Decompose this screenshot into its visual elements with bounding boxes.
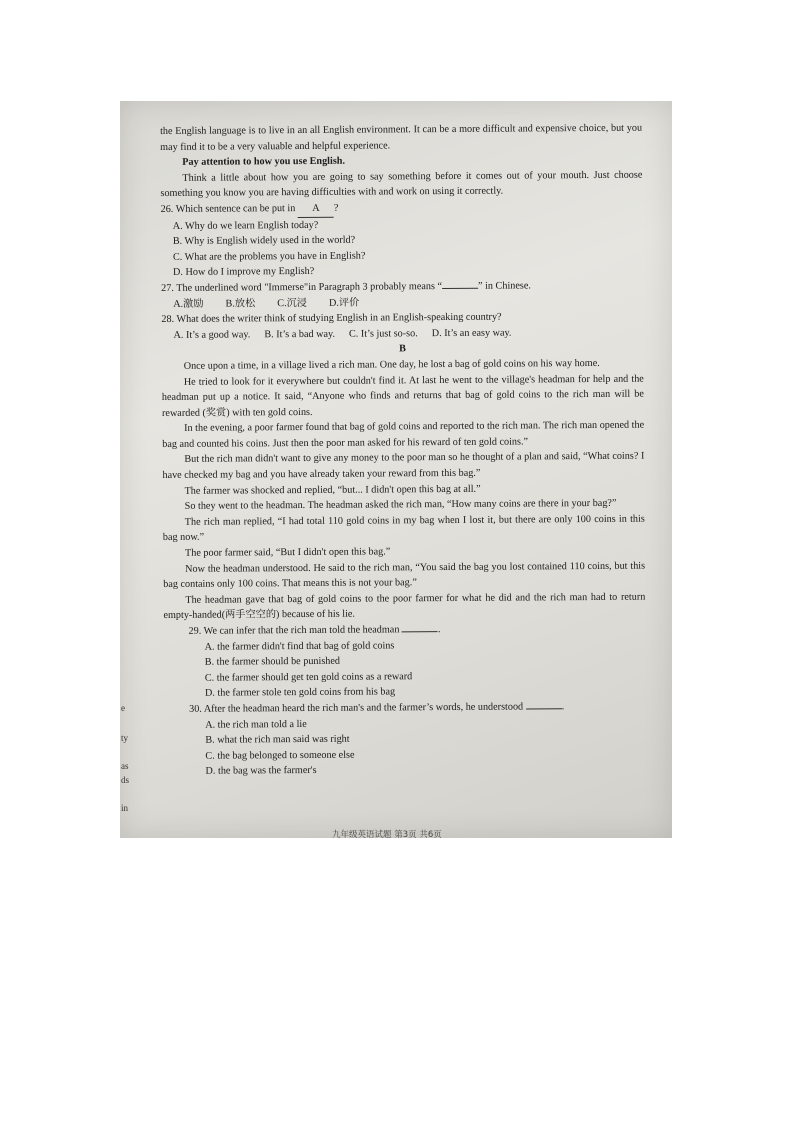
q27-stem: 27. The underlined word "Immerse"in Paragraph 3 probably means “ (161, 280, 443, 294)
story-paragraph: Now the headman understood. He said to the rich man, “You said the bag you lost contained 110 coins, but this bag contains only 100 coins. That means this is not your bag.” (163, 560, 646, 591)
q29-stem: 29. We can infer that the rich man told the headman (188, 624, 400, 637)
exam-page-photo (120, 101, 672, 838)
q30-stem: 30. After the headman heard the rich man's and the farmer’s words, he understood (189, 701, 524, 715)
story-paragraph: Once upon a time, in a village lived a rich man. One day, he lost a bag of gold coins on his way home. (183, 357, 600, 372)
q26-option-a: A. Why do we learn English today? (172, 219, 319, 232)
q29-option-a: A. the farmer didn't find that bag of gold coins (204, 639, 395, 653)
section-heading: Pay attention to how you use English. (182, 155, 346, 169)
q29-option-c: C. the farmer should get ten gold coins as a reward (204, 671, 413, 684)
q28-stem: 28. What does the writer think of studying English in an English-speaking country? (161, 311, 502, 326)
q30-option-b: B. what the rich man said was right (205, 733, 350, 746)
page-footer: 九年级英语试题 第3页 共6页 (332, 830, 442, 838)
section-b-label: B (399, 343, 407, 355)
q26-stem: 26. Which sentence can be put in (160, 203, 296, 215)
story-paragraph: The rich man replied, “I had total 110 gold coins in my bag when I lost it, but there are only 100 coins in this bag now.” (162, 513, 645, 544)
story-paragraph: The farmer was shocked and replied, “but... I didn't open this bag at all.” (184, 483, 481, 497)
q29-stem-end: . (437, 624, 441, 636)
q30-blank (526, 708, 562, 709)
story-paragraph: But the rich man didn't want to give any money to the poor man so he thought of a plan and said, “What coins? I have checked my bag and you have already taken your reward from this bag.” (162, 451, 645, 482)
q27-option-a: A.激励 (173, 298, 204, 310)
story-paragraph: The headman gave that bag of gold coins to the poor farmer for what he did and the rich man had to return empty-handed(两手空空的) because of his lie. (163, 591, 646, 622)
continued-paragraph: the English language is to live in an all English environment. It can be a more difficult and expensive choice, but you may find it to be a very valuable and helpful experience. (160, 122, 643, 153)
q26-option-b: B. Why is English widely used in the world? (172, 234, 356, 248)
q29-blank (402, 631, 438, 632)
q29-option-d: D. the farmer stole ten gold coins from his bag (204, 686, 396, 700)
lower-questions (163, 621, 646, 780)
q26-option-c: C. What are the problems you have in English? (172, 250, 366, 263)
exam-content (160, 121, 647, 780)
q30-option-a: A. the rich man told a lie (205, 718, 307, 731)
q30-option-d: D. the bag was the farmer's (205, 765, 317, 778)
story-paragraph: So they went to the headman. The headman asked the rich man, “How many coins are there in your bag?” (184, 498, 617, 513)
closing-paragraph: Think a little about how you are going to say something before it comes out of your mouth. Just choose something you know you are having difficulties with and work on using it correctly. (160, 169, 643, 200)
margin-fragment: e (121, 703, 125, 713)
q28-option-b: B. It’s a bad way. (264, 328, 336, 340)
story-paragraph: The poor farmer said, “But I didn't open this bag.” (184, 546, 391, 559)
story-paragraph: In the evening, a poor farmer found that bag of gold coins and reported to the rich man. The rich man opened the bag and counted his coins. Just then the poor man asked for his reward of ten gold coins.” (162, 419, 645, 450)
q26-option-d: D. How do I improve my English? (173, 266, 315, 279)
q27-option-b: B.放松 (225, 297, 256, 310)
margin-fragment: ty (121, 733, 129, 743)
q30-stem-end: . (561, 701, 565, 713)
q30-option-c: C. the bag belonged to someone else (205, 749, 355, 762)
q28-option-c: C. It’s just so-so. (348, 327, 418, 340)
q29-option-b: B. the farmer should be punished (204, 655, 341, 668)
q27-option-c: C.沉浸 (277, 297, 308, 309)
margin-fragment: ds (121, 775, 130, 785)
q28-option-d: D. It’s an easy way. (431, 327, 512, 339)
q28-option-a: A. It’s a good way. (173, 329, 251, 341)
q27-blank (442, 288, 478, 289)
margin-fragment: as (121, 761, 129, 771)
margin-fragment: in (121, 803, 129, 813)
q26-blank: A (298, 201, 334, 218)
q27-stem-end: ” in Chinese. (477, 280, 531, 292)
q26-stem-end: ? (333, 202, 339, 214)
story-paragraph: He tried to look for it everywhere but couldn't find it. At last he went to the village's headman for help and the headman put up a notice. It said, “Anyone who finds and returns that bag of gold coins to the rich man will be rewarded (奖赏) with ten gold coins. (161, 373, 644, 419)
q27-option-d: D.评价 (328, 297, 360, 309)
